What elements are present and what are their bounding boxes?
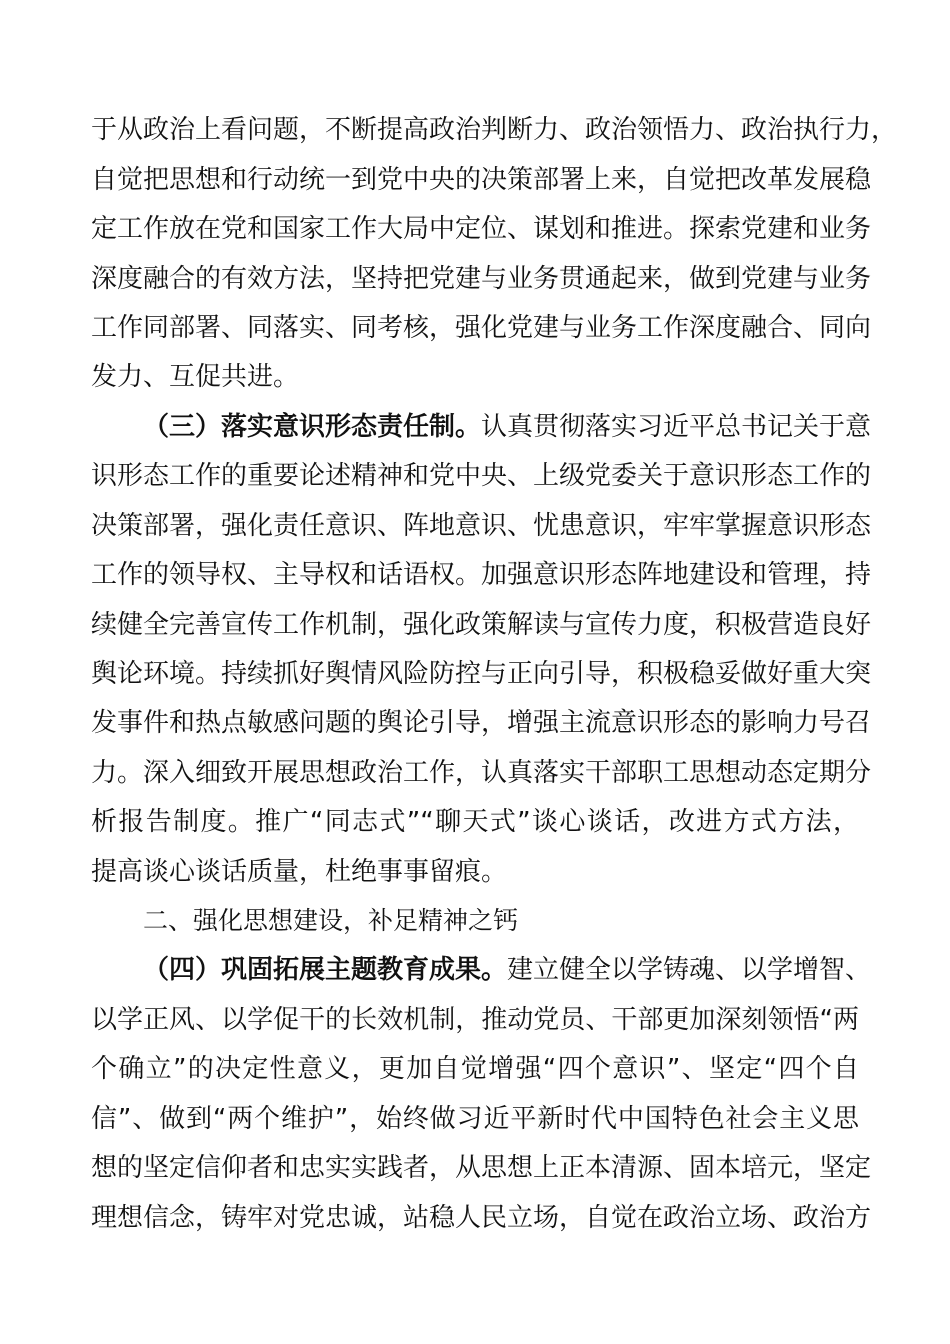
- paragraph-line: 于从政治上看问题，不断提高政治判断力、政治领悟力、政治执行力，: [91, 115, 898, 145]
- paragraph-line: 提高谈心谈话质量，杜绝事事留痕。: [91, 857, 508, 887]
- paragraph-line: 理想信念，铸牢对党忠诚，站稳人民立场，自觉在政治立场、政治方: [91, 1203, 872, 1233]
- paragraph-line: 以学正风、以学促干的长效机制，推动党员、干部更加深刻领悟“两: [91, 1005, 859, 1035]
- section-4-first-line: [143, 953, 872, 987]
- section-3-title: （三）落实意识形态责任制。: [143, 412, 482, 442]
- section-4-title: （四）巩固拓展主题教育成果。: [143, 955, 508, 985]
- paragraph-line: 信”、做到“两个维护”，始终做习近平新时代中国特色社会主义思: [91, 1104, 859, 1134]
- paragraph-line: 想的坚定信仰者和忠实实践者，从思想上正本清源、固本培元，坚定: [91, 1153, 872, 1183]
- paragraph-line: 力。深入细致开展思想政治工作，认真落实干部职工思想动态定期分: [91, 758, 872, 788]
- paragraph-line: 舆论环境。持续抓好舆情风险防控与正向引导，积极稳妥做好重大突: [91, 659, 872, 689]
- paragraph-line: 发力、互促共进。: [91, 362, 300, 392]
- paragraph-line: 决策部署，强化责任意识、阵地意识、忧患意识，牢牢掌握意识形态: [91, 511, 872, 541]
- section-4-intro: 建立健全以学铸魂、以学增智、: [507, 955, 872, 985]
- paragraph-line: 发事件和热点敏感问题的舆论引导，增强主流意识形态的影响力号召: [91, 708, 872, 738]
- section-3-first-line: [143, 410, 872, 444]
- section-heading: 二、强化思想建设，补足精神之钙: [143, 906, 519, 935]
- paragraph-line: 个确立”的决定性意义，更加自觉增强“四个意识”、坚定“四个自: [91, 1054, 859, 1084]
- paragraph-line: 工作同部署、同落实、同考核，强化党建与业务工作深度融合、同向: [91, 313, 872, 343]
- paragraph-line: 工作的领导权、主导权和话语权。加强意识形态阵地建设和管理，持: [91, 560, 872, 590]
- paragraph-line: 识形态工作的重要论述精神和党中央、上级党委关于意识形态工作的: [91, 461, 872, 491]
- paragraph-line: 定工作放在党和国家工作大局中定位、谋划和推进。探索党建和业务: [91, 214, 872, 244]
- paragraph-line: 续健全完善宣传工作机制，强化政策解读与宣传力度，积极营造良好: [91, 610, 872, 640]
- section-3-intro: 认真贯彻落实习近平总书记关于意: [481, 412, 872, 442]
- paragraph-line: 析报告制度。推广“同志式”“聊天式”谈心谈话，改进方式方法，: [91, 807, 859, 837]
- paragraph-line: 自觉把思想和行动统一到党中央的决策部署上来，自觉把改革发展稳: [91, 165, 872, 195]
- paragraph-line: 深度融合的有效方法，坚持把党建与业务贯通起来，做到党建与业务: [91, 264, 872, 294]
